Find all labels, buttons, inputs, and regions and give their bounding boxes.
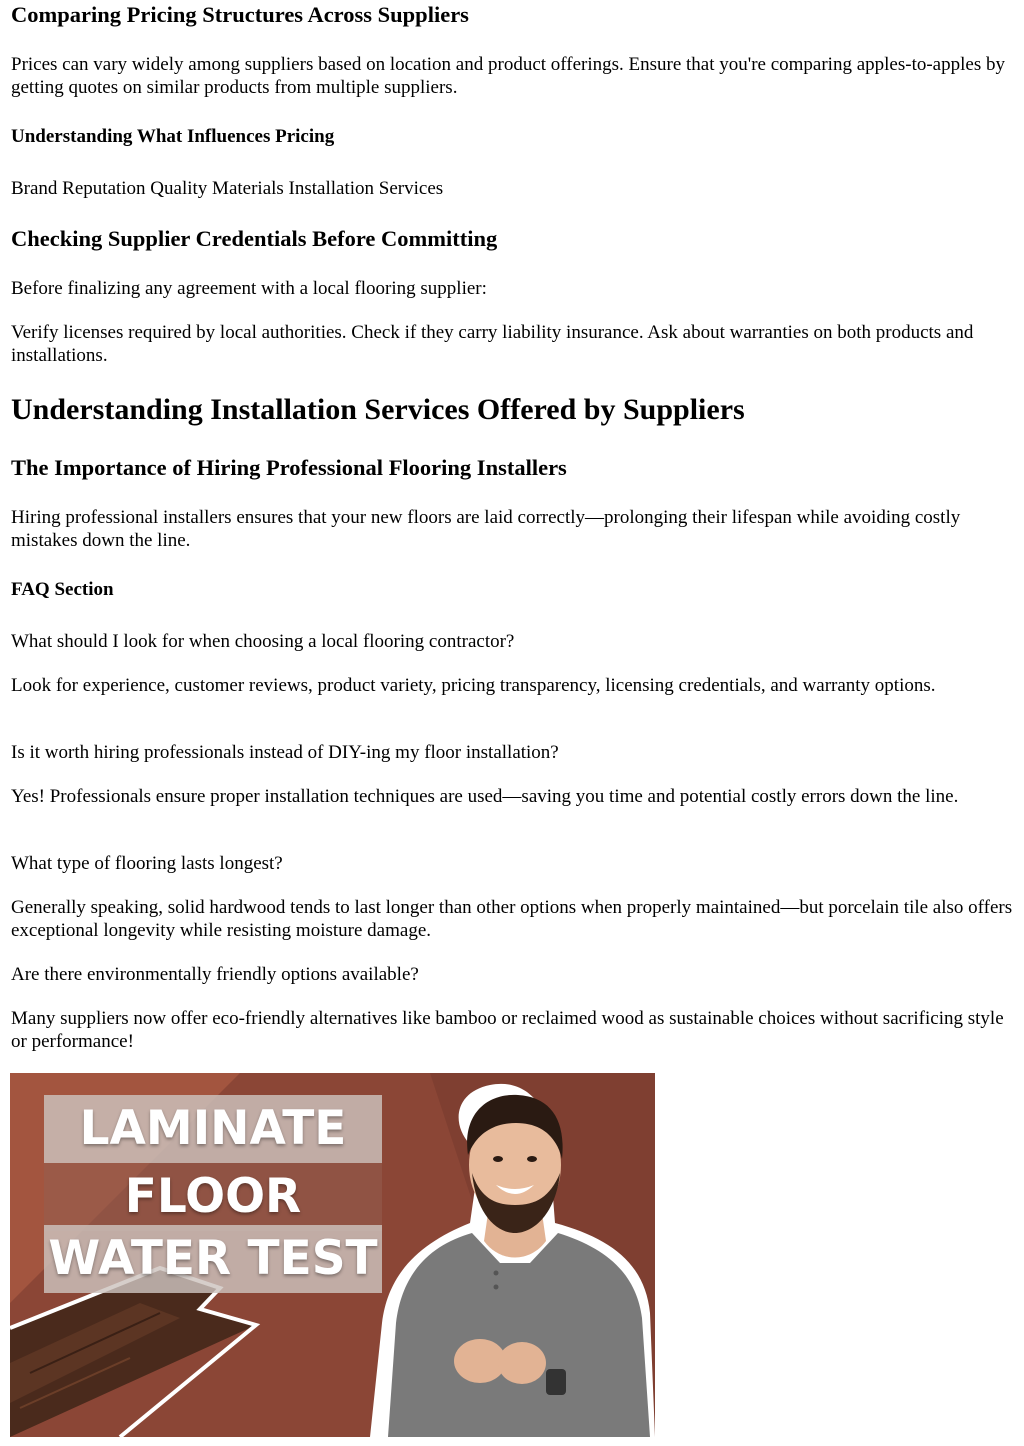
faq-answer: Yes! Professionals ensure proper installation techniques are used—saving you time and potential costly errors down the line. [11, 786, 959, 807]
faq-answer: Look for experience, customer reviews, product variety, pricing transparency, licensing credentials, and warranty options. [11, 675, 936, 696]
credentials-intro: Before finalizing any agreement with a local flooring supplier: [11, 278, 487, 299]
faq-question: Are there environmentally friendly options available? [11, 964, 419, 985]
faq-heading: FAQ Section [11, 579, 114, 600]
faq-question: Is it worth hiring professionals instead of DIY-ing my floor installation? [11, 742, 559, 763]
influences-heading: Understanding What Influences Pricing [11, 126, 335, 147]
laminate-water-test-thumbnail [10, 1073, 655, 1437]
thumbnail-title-line1: LAMINATE [44, 1095, 382, 1163]
installation-heading: Understanding Installation Services Offered by Suppliers [11, 393, 745, 426]
faq-answer: Many suppliers now offer eco-friendly alternatives like bamboo or reclaimed wood as sustainable choices without sacrificing style or performance! [11, 1008, 1004, 1052]
influences-paragraph: Brand Reputation Quality Materials Installation Services [11, 178, 444, 199]
thumbnail-title-line3: WATER TEST [44, 1225, 382, 1293]
pricing-paragraph: Prices can vary widely among suppliers based on location and product offerings. Ensure that you're comparing apples-to-apples by getting quotes on similar products from multiple suppliers. [11, 54, 1005, 98]
credentials-heading: Checking Supplier Credentials Before Committing [11, 226, 498, 251]
professional-paragraph: Hiring professional installers ensures that your new floors are laid correctly—prolonging their lifespan while avoiding costly mistakes down the line. [11, 507, 961, 551]
faq-answer: Generally speaking, solid hardwood tends to last longer than other options when properly maintained—but porcelain tile also offers exceptional longevity while resisting moisture damage. [11, 897, 1013, 941]
thumbnail-title-line2: FLOOR [44, 1163, 382, 1231]
professional-heading: The Importance of Hiring Professional Flooring Installers [11, 455, 567, 480]
pricing-heading: Comparing Pricing Structures Across Suppliers [11, 2, 469, 27]
faq-question: What type of flooring lasts longest? [11, 853, 283, 874]
credentials-paragraph: Verify licenses required by local authorities. Check if they carry liability insurance. Ask about warranties on both products and installations. [11, 322, 974, 366]
faq-question: What should I look for when choosing a local flooring contractor? [11, 631, 515, 652]
